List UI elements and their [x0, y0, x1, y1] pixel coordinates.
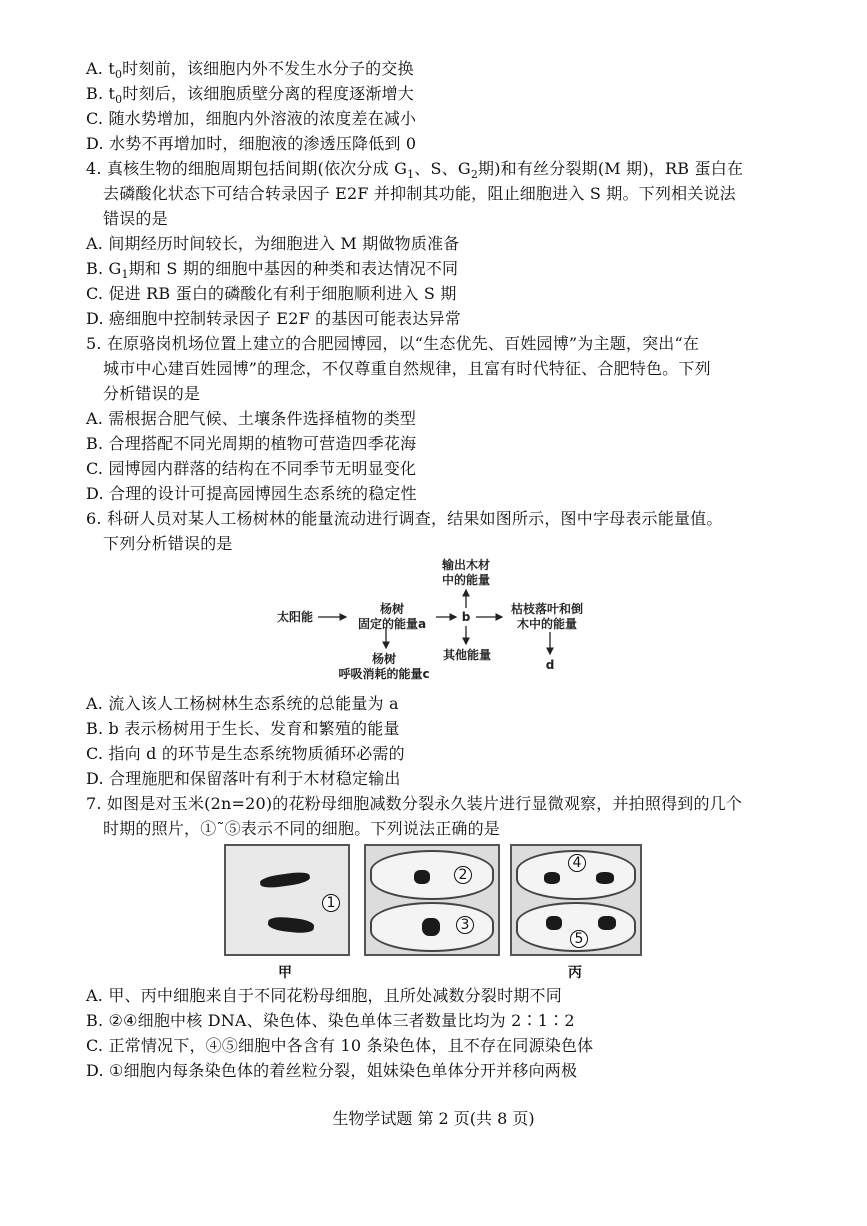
- micrograph-middle: [364, 844, 500, 956]
- chromosome-cluster: [267, 916, 314, 935]
- cell-3: [370, 902, 494, 952]
- q3-option-b: [86, 82, 414, 106]
- q7-option-d: D. ①细胞内每条染色体的着丝粒分裂，姐妹染色单体分开并移向两极: [86, 1061, 578, 1080]
- label-b: b: [461, 610, 471, 624]
- q4-option-b: [86, 257, 458, 281]
- chromosome-cluster: [596, 872, 614, 884]
- q4-option-c: C. 促进 RB 蛋白的磷酸化有利于细胞顺利进入 S 期: [86, 284, 457, 303]
- q3-option-d: D. 水势不再增加时，细胞液的渗透压降低到 0: [86, 134, 417, 153]
- q4-option-b-text: 期和 S 期的细胞中基因的种类和表达情况不同: [128, 259, 459, 278]
- q7-option-b: B. ②④细胞中核 DNA、染色体、染色单体三者数量比均为 2∶1∶2: [86, 1011, 575, 1030]
- q4-stem-text: 4. 真核生物的细胞周期包括间期(依次分成 G: [86, 159, 408, 178]
- q5-option-b: B. 合理搭配不同光周期的植物可营造四季花海: [86, 434, 417, 453]
- q6-option-b: B. b 表示杨树用于生长、发育和繁殖的能量: [86, 719, 400, 738]
- label-other-energy: 其他能量: [442, 648, 491, 662]
- q4-stem-line2: 去磷酸化状态下可结合转录因子 E2F 并抑制其功能，阻止细胞进入 S 期。下列相关说法: [103, 184, 736, 203]
- cell-label-1: 1: [322, 894, 340, 912]
- chromosome-cluster: [414, 870, 430, 884]
- caption-jia: 甲: [278, 965, 292, 981]
- q4-stem-line1: [86, 157, 743, 181]
- q6-stem-line1: 6. 科研人员对某人工杨树林的能量流动进行调查，结果如图所示，图中字母表示能量值。: [86, 509, 723, 528]
- q5-stem-line2: 城市中心建百姓园博”的理念，不仅尊重自然规律，且富有时代特征、合肥特色。下列: [103, 359, 711, 378]
- label-sun: 太阳能: [276, 610, 313, 624]
- chromosome-cluster: [259, 871, 310, 890]
- q5-stem-line1: 5. 在原骆岗机场位置上建立的合肥园博园，以“生态优先、百姓园博”为主题，突出“在: [86, 334, 700, 353]
- cell-label-5: 5: [570, 930, 588, 948]
- cell-label-3: 3: [456, 916, 474, 934]
- q6-option-c: C. 指向 d 的环节是生态系统物质循环必需的: [86, 744, 405, 763]
- q7-stem-line2: 时期的照片，①˜⑤表示不同的细胞。下列说法正确的是: [103, 819, 501, 838]
- chromosome-cluster: [422, 918, 440, 936]
- subscript: 2: [470, 168, 479, 182]
- q3-option-a-text: A. t: [86, 59, 115, 78]
- subscript: 0: [115, 93, 123, 107]
- q7-stem-line1: 7. 如图是对玉米(2n=20)的花粉母细胞减数分裂永久装片进行显微观察，并拍照得到的几个: [86, 794, 743, 813]
- cell-5: [516, 902, 636, 952]
- q3-option-b-text: B. t: [86, 84, 116, 103]
- q5-option-d: D. 合理的设计可提高园博园生态系统的稳定性: [86, 484, 417, 503]
- label-respiration: 杨树 呼吸消耗的能量c: [338, 652, 430, 681]
- cell-2: [370, 850, 494, 900]
- page-footer: 生物学试题 第 2 页(共 8 页): [332, 1109, 535, 1128]
- q5-option-a: A. 需根据合肥气候、土壤条件选择植物的类型: [86, 409, 417, 428]
- q6-option-d: D. 合理施肥和保留落叶有利于木材稳定输出: [86, 769, 401, 788]
- q3-option-a-text: 时刻前，该细胞内外不发生水分子的交换: [122, 59, 414, 78]
- q5-option-c: C. 园博园内群落的结构在不同季节无明显变化: [86, 459, 417, 478]
- micrograph-jia: [224, 844, 350, 956]
- label-fixed-energy: 杨树 固定的能量a: [357, 602, 427, 631]
- q3-option-b-text: 时刻后，该细胞质壁分离的程度逐渐增大: [122, 84, 414, 103]
- q4-option-b-text: B. G: [86, 259, 122, 278]
- chromosome-cluster: [544, 872, 560, 884]
- subscript: 0: [114, 68, 123, 82]
- q6-option-a: A. 流入该人工杨树林生态系统的总能量为 a: [86, 694, 399, 713]
- q4-option-a: A. 间期经历时间较长，为细胞进入 M 期做物质准备: [86, 234, 460, 253]
- q7-option-a: A. 甲、丙中细胞来自于不同花粉母细胞，且所处减数分裂时期不同: [86, 986, 562, 1005]
- q4-stem-text: 、S、G: [414, 159, 471, 178]
- chromosome-cluster: [598, 916, 616, 930]
- q3-option-a: [86, 57, 414, 81]
- q5-stem-line3: 分析错误的是: [103, 384, 201, 403]
- cell-4: [516, 850, 636, 900]
- caption-bing: 丙: [568, 965, 582, 981]
- cell-label-2: 2: [454, 866, 472, 884]
- label-wood-energy: 输出木材 中的能量: [441, 558, 490, 587]
- energy-flow-diagram: [270, 552, 583, 692]
- subscript: 1: [121, 268, 129, 282]
- q7-option-c: C. 正常情况下，④⑤细胞中各含有 10 条染色体，且不存在同源染色体: [86, 1036, 594, 1055]
- label-d: d: [545, 658, 555, 672]
- q4-stem-line3: 错误的是: [103, 209, 168, 228]
- micrograph-bing: [510, 844, 642, 956]
- q3-option-c: C. 随水势增加，细胞内外溶液的浓度差在减小: [86, 109, 417, 128]
- q4-option-d: D. 癌细胞中控制转录因子 E2F 的基因可能表达异常: [86, 309, 461, 328]
- q6-stem-line2: 下列分析错误的是: [103, 534, 233, 553]
- label-litter-energy: 枯枝落叶和倒 木中的能量: [510, 602, 583, 631]
- q4-stem-text: 期)和有丝分裂期(M 期)，RB 蛋白在: [478, 159, 744, 178]
- micrograph-figure: [224, 844, 644, 984]
- subscript: 1: [407, 168, 415, 182]
- chromosome-cluster: [546, 916, 562, 930]
- cell-label-4: 4: [568, 854, 586, 872]
